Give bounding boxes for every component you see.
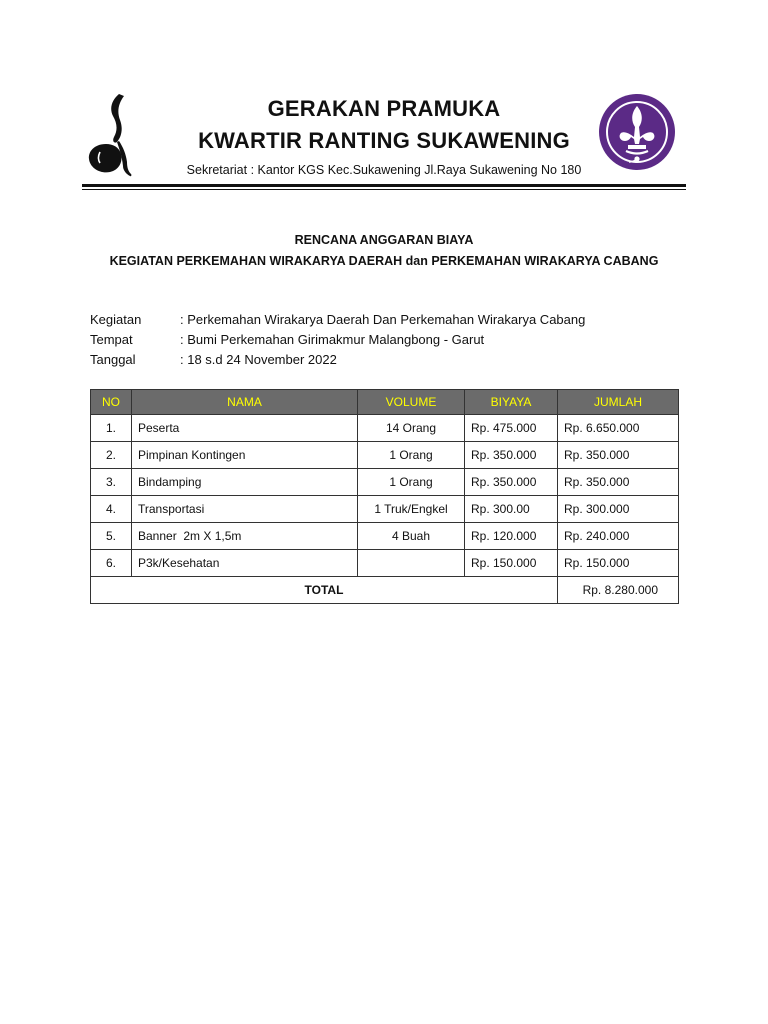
cell-biaya: Rp. 300.00 (465, 496, 558, 523)
cell-biaya: Rp. 350.000 (465, 469, 558, 496)
column-header-no: NO (91, 390, 132, 415)
header-divider-thin (82, 189, 686, 190)
secretariat-address: Sekretariat : Kantor KGS Kec.Sukawening Jl.Raya Sukawening No 180 (186, 163, 582, 177)
table-row (91, 550, 679, 577)
cell-biaya: Rp. 350.000 (465, 442, 558, 469)
column-header-biaya: BIYAYA (465, 390, 558, 415)
cell-volume: 1 Orang (358, 442, 465, 469)
cell-volume: 14 Orang (358, 415, 465, 442)
org-title: GERAKAN PRAMUKA (267, 96, 501, 121)
table-row (91, 523, 679, 550)
cell-volume: 1 Orang (358, 469, 465, 496)
cell-volume: 1 Truk/Engkel (358, 496, 465, 523)
info-label: Kegiatan (90, 312, 142, 327)
cell-jumlah: Rp. 350.000 (558, 442, 679, 469)
column-header-nama: NAMA (132, 390, 358, 415)
info-value: : 18 s.d 24 November 2022 (180, 352, 337, 367)
column-header-jumlah: JUMLAH (558, 390, 679, 415)
cell-volume (358, 550, 465, 577)
cell-jumlah: Rp. 350.000 (558, 469, 679, 496)
table-row (91, 496, 679, 523)
cell-no: 1. (91, 415, 132, 442)
cell-nama: P3k/Kesehatan (132, 550, 358, 577)
total-label: TOTAL (91, 577, 558, 604)
cell-no: 4. (91, 496, 132, 523)
table-row (91, 442, 679, 469)
table-header-row (91, 390, 679, 415)
cell-nama: Pimpinan Kontingen (132, 442, 358, 469)
cell-biaya: Rp. 150.000 (465, 550, 558, 577)
header-divider-thick (82, 184, 686, 187)
cell-nama: Peserta (132, 415, 358, 442)
cell-no: 6. (91, 550, 132, 577)
cell-jumlah: Rp. 150.000 (558, 550, 679, 577)
info-label: Tempat (90, 332, 133, 347)
cell-nama: Transportasi (132, 496, 358, 523)
cell-volume: 4 Buah (358, 523, 465, 550)
info-value: : Bumi Perkemahan Girimakmur Malangbong - Garut (180, 332, 485, 347)
branch-title: KWARTIR RANTING SUKAWENING (198, 128, 570, 153)
total-value: Rp. 8.280.000 (558, 577, 679, 604)
cell-jumlah: Rp. 240.000 (558, 523, 679, 550)
table-row (91, 469, 679, 496)
cell-jumlah: Rp. 6.650.000 (558, 415, 679, 442)
document-title: RENCANA ANGGARAN BIAYA (294, 233, 474, 247)
cell-nama: Bindamping (132, 469, 358, 496)
cell-biaya: Rp. 120.000 (465, 523, 558, 550)
budget-table (90, 389, 679, 604)
info-label: Tanggal (90, 352, 136, 367)
cell-jumlah: Rp. 300.000 (558, 496, 679, 523)
column-header-volume: VOLUME (358, 390, 465, 415)
cell-biaya: Rp. 475.000 (465, 415, 558, 442)
cell-no: 5. (91, 523, 132, 550)
document-subtitle: KEGIATAN PERKEMAHAN WIRAKARYA DAERAH dan PERKEMAHAN WIRAKARYA CABANG (109, 254, 659, 268)
total-row (91, 577, 679, 604)
cell-nama: Banner 2m X 1,5m (132, 523, 358, 550)
info-value: : Perkemahan Wirakarya Daerah Dan Perkemahan Wirakarya Cabang (180, 312, 586, 327)
cell-no: 3. (91, 469, 132, 496)
cell-no: 2. (91, 442, 132, 469)
table-row (91, 415, 679, 442)
